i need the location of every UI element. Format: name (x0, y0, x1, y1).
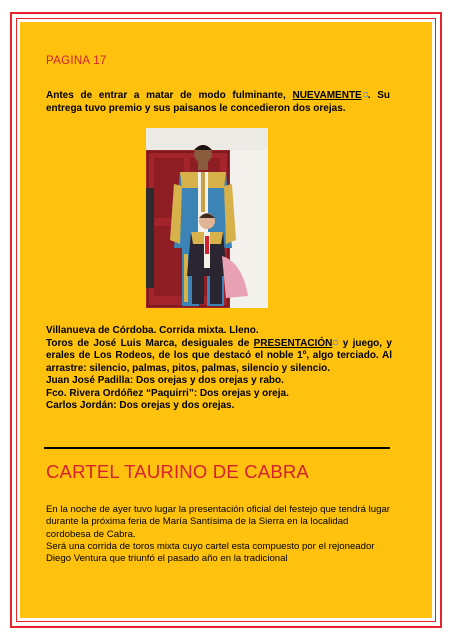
article-paragraph-1: En la noche de ayer tuvo lugar la presentación oficial del festejo que tendrá lugar durante la próxima feria de María Santísima de la Sierra en la localidad cordobesa de Cabra. (46, 504, 390, 540)
article-headline: CARTEL TAURINO DE CABRA (46, 461, 309, 482)
article-body (46, 504, 392, 565)
report-venue: Villanueva de Córdoba. Corrida mixta. Lleno. (46, 325, 259, 336)
intro-link-text: NUEVAMENTE (292, 90, 362, 101)
report-bulls-after: y juego, y erales de Los Rodeos, de los que destacó el noble 1º, algo terciado. Al arrastre: silencio, palmas, pitos, palmas, silencio y silencio. (46, 337, 392, 374)
article-paragraph-2: Será una corrida de toros mixta cuyo cartel esta compuesto por el rejoneador Diego Ventura que triunfó el pasado año en la tradicional (46, 540, 375, 565)
bullfighter-photo (146, 128, 268, 308)
page-number-label: PAGINA 17 (46, 55, 107, 67)
section-divider (44, 447, 390, 449)
report-bulls-before: Toros de José Luis Marca, desiguales de (46, 337, 254, 349)
report-result-jordan: Carlos Jordán: Dos orejas y dos orejas. (46, 400, 235, 411)
report-link[interactable] (254, 338, 339, 349)
bullfight-report (46, 325, 392, 413)
report-link-text: PRESENTACIÓN (253, 337, 333, 349)
intro-paragraph (46, 89, 390, 115)
report-bulls (46, 338, 392, 376)
bullfighter-photo-icon (146, 128, 268, 308)
intro-text-before: Antes de entrar a matar de modo fulminante, (46, 90, 293, 101)
intro-link[interactable] (292, 90, 367, 101)
report-result-rivera: Fco. Rivera Ordóñez “Paquirri”: Dos orejas y oreja. (46, 387, 289, 399)
intro-text-after: . Su entrega tuvo premio y sus paisanos le concedieron dos orejas. (46, 90, 390, 114)
report-result-padilla: Juan José Padilla: Dos orejas y dos orejas y rabo. (46, 375, 284, 386)
